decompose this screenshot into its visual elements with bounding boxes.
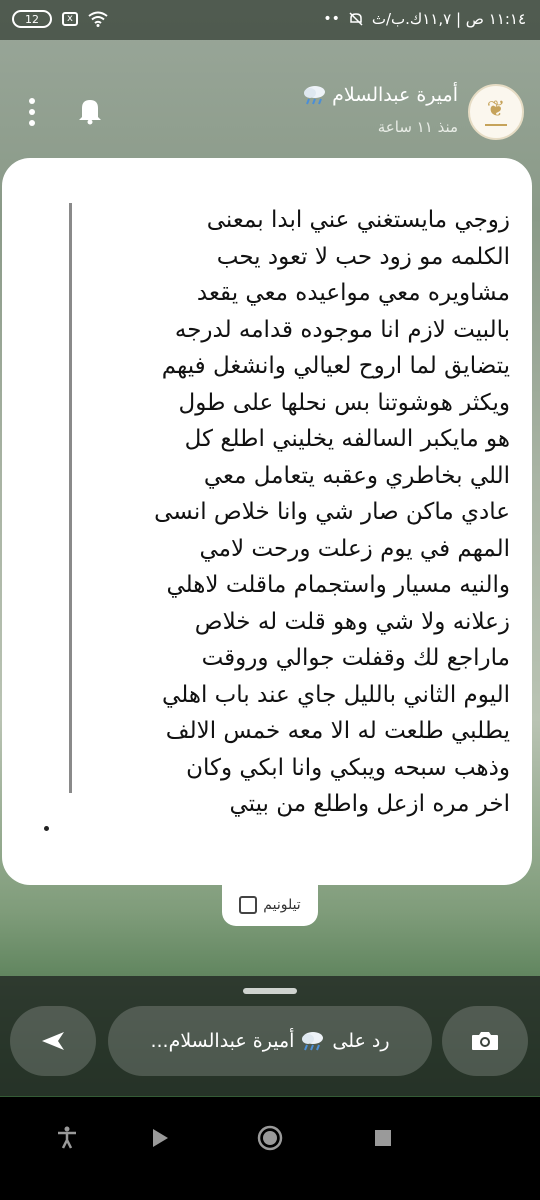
cloud-rain-icon [300,1030,326,1052]
battery-icon [12,10,52,28]
drag-handle[interactable] [243,988,297,994]
status-time: ١١:١٤ ص | ١١,٧ك.ب/ث [371,10,526,28]
status-bar [0,0,540,40]
reply-name: أميرة عبدالسلام... [150,1030,295,1052]
post-text [86,202,510,823]
post-line: يتضايق لما اروح لعيالي وانشغل فيهم [161,353,510,379]
system-nav-bar [0,1097,540,1200]
recents-icon[interactable] [368,1123,398,1153]
reply-input[interactable] [108,1006,432,1076]
app-tag-label: تيلونيم [263,897,301,913]
post-line: هو مايكبر السالفه يخليني اطلع كل [184,426,510,452]
avatar-logo-line [485,124,507,126]
post-line: زوجي مايستغني عني ابدا بمعنى [206,207,510,233]
wifi-icon [88,11,108,27]
battery-level: 12 [25,12,39,26]
post-line: مشاويره معي مواعيده معي يقعد [196,280,510,306]
post-line: وذهب سبحه ويبكي وانا ابكي وكان [186,754,510,781]
post-line: اليوم الثاني بالليل جاي عند باب اهلي [162,681,510,708]
post-time: منذ ١١ ساعة [377,118,458,136]
accessibility-icon[interactable] [52,1123,82,1153]
post-line: ويكثر هوشوتنا بس نحلها على طول [178,389,510,416]
tellonym-icon [239,896,257,914]
author-name: أميرة عبدالسلام [332,84,458,106]
play-icon[interactable] [145,1123,175,1153]
post-card [2,158,532,885]
status-left [12,10,108,28]
status-right [323,10,526,28]
status-dots-icon: •• [323,11,340,27]
post-line: زعلانه ولا شي وهو قلت له خلاص [194,608,510,635]
story-header [0,70,540,150]
post-line: اخر مره ازعل واطلع من بيتي [229,791,510,817]
post-line: يطلبي طلعت له الا معه خمس الالف [165,718,510,744]
post-line: ماراجع لك وقفلت جوالي وروقت [201,645,510,671]
sim-icon: x [62,12,78,26]
mute-icon [348,11,364,27]
more-vertical-icon[interactable] [26,98,38,128]
send-button[interactable] [10,1006,96,1076]
quote-bar [69,203,72,793]
post-line: بالبيت لازم انا موجوده قدامه لدرجه [174,316,510,343]
cloud-rain-icon [302,84,328,106]
bell-icon[interactable] [74,94,106,126]
app-tag[interactable] [222,884,318,926]
author-name-row[interactable] [302,84,458,106]
reply-panel [0,976,540,1096]
trailing-dot [44,826,49,831]
post-line: والنيه مسيار واستجمام ماقلت لاهلي [166,572,510,598]
home-icon[interactable] [255,1123,285,1153]
post-line: اللي بخاطري وعقبه يتعامل معي [203,462,510,489]
post-line: الكلمه مو زود حب لا تعود يحب [216,243,510,270]
camera-button[interactable] [442,1006,528,1076]
post-line: المهم في يوم زعلت ورحت لامي [199,535,510,562]
post-line: عادي ماكن صار شي وانا خلاص انسى [154,499,510,525]
lotus-logo-icon: ❦ [486,96,506,122]
send-icon [40,1030,66,1052]
avatar[interactable] [468,84,524,140]
reply-prefix: رد على [332,1030,390,1052]
camera-icon [470,1029,500,1053]
